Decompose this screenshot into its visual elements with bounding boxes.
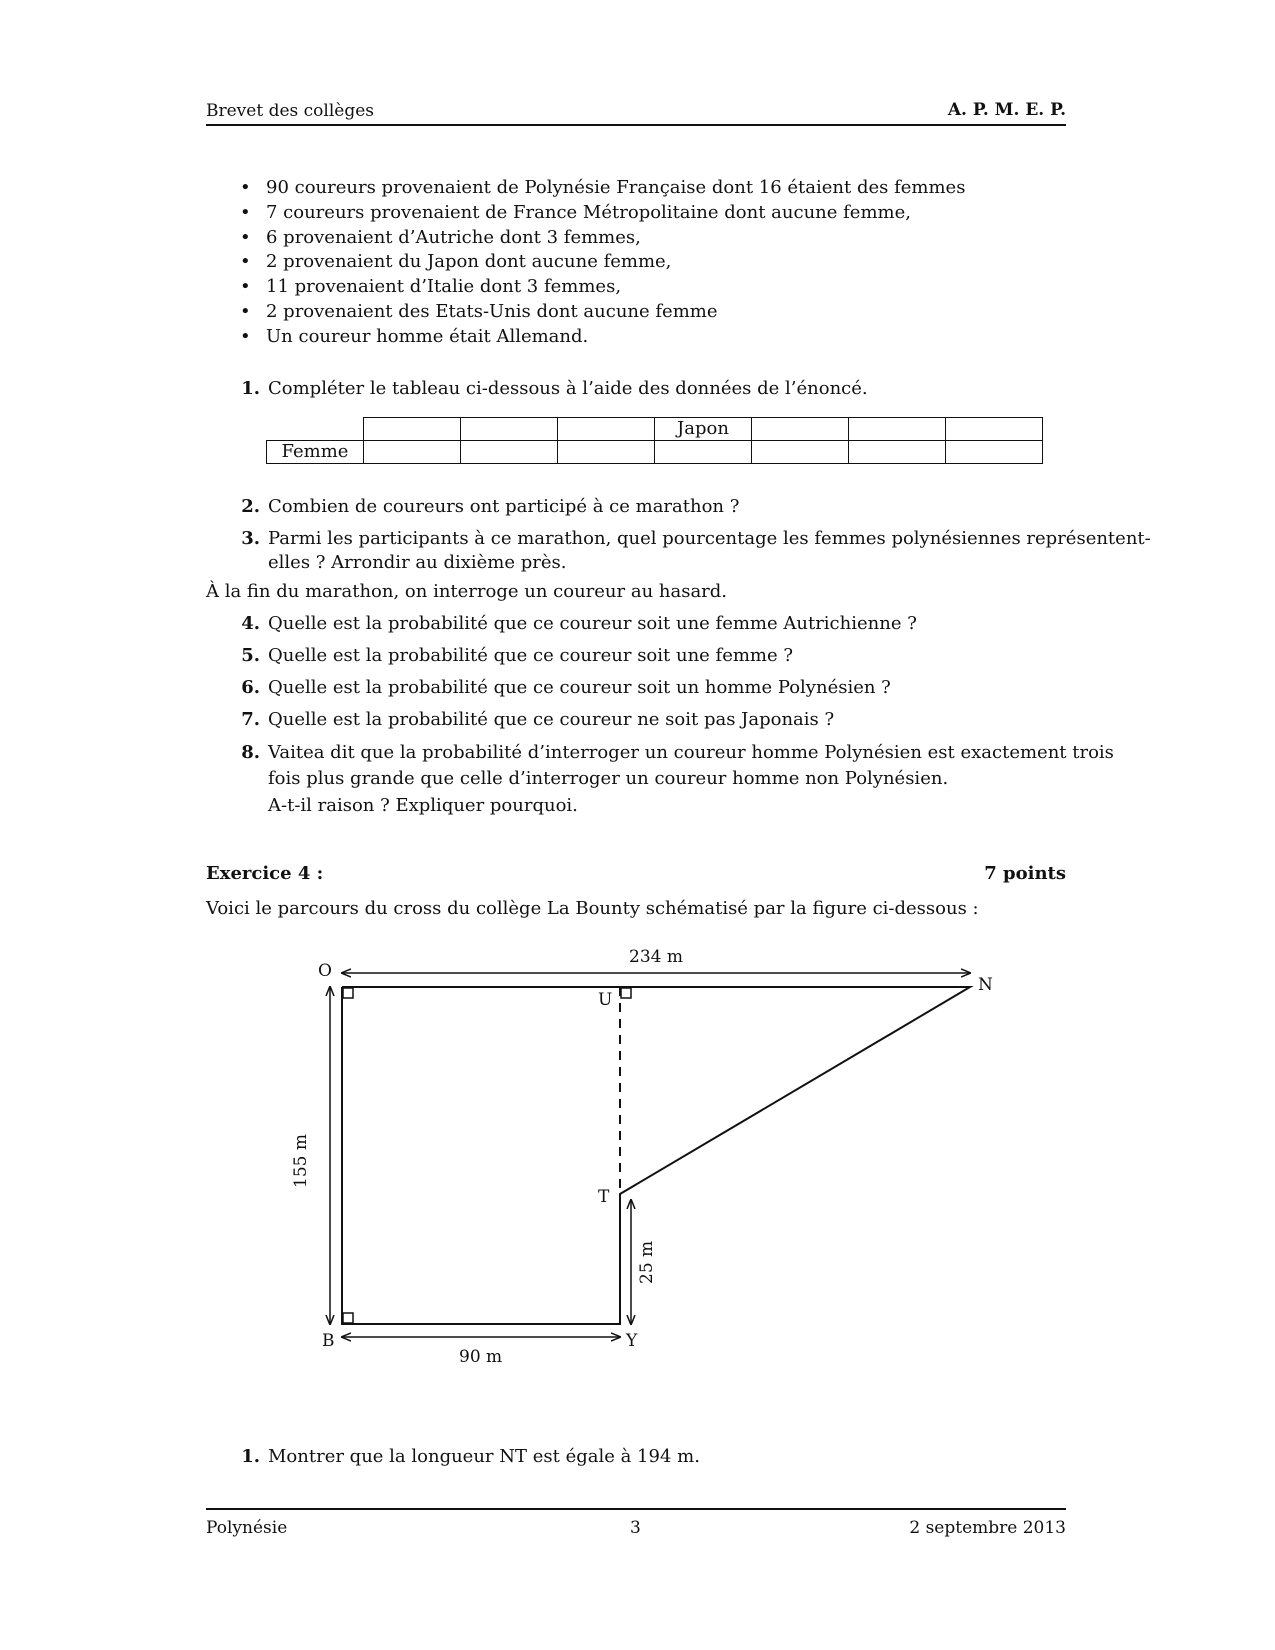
question-number: 5.	[241, 645, 260, 666]
point-label-u: U	[598, 990, 613, 1010]
list-item: • 2 provenaient des Etats-Unis dont aucune femme	[240, 300, 965, 325]
question-text: fois plus grande que celle d’interroger un coureur homme non Polynésien.	[268, 768, 949, 789]
exercise-points: 7 points	[984, 863, 1066, 884]
question-text: Quelle est la probabilité que ce coureur soit un homme Polynésien ?	[268, 677, 891, 698]
question-number: 4.	[241, 613, 260, 634]
question-number: 8.	[241, 742, 260, 763]
question-text: Parmi les participants à ce marathon, quel pourcentage les femmes polynésiennes représentent-	[268, 528, 1151, 549]
point-label-n: N	[978, 975, 993, 995]
footer-rule	[206, 1508, 1066, 1510]
footer-left: Polynésie	[206, 1518, 288, 1538]
question-text: Vaitea dit que la probabilité d’interroger un coureur homme Polynésien est exactement trois	[268, 742, 1114, 763]
intro-paragraph: À la fin du marathon, on interroge un coureur au hasard.	[206, 581, 728, 602]
right-angle-u	[621, 988, 631, 998]
question-number: 7.	[241, 709, 260, 730]
point-label-b: B	[322, 1331, 335, 1351]
question-text: Quelle est la probabilité que ce coureur ne soit pas Japonais ?	[268, 709, 835, 730]
measure-label-ty: 25 m	[637, 1240, 657, 1284]
point-label-y: Y	[626, 1331, 638, 1351]
list-item: • 11 provenaient d’Italie dont 3 femmes,	[240, 275, 965, 300]
question-text: Combien de coureurs ont participé à ce marathon ?	[268, 496, 740, 517]
page-number: 3	[630, 1518, 641, 1538]
measure-label-ob: 155 m	[291, 1134, 311, 1188]
measure-label-by: 90 m	[459, 1347, 503, 1367]
list-item: • 7 coureurs provenaient de France Métropolitaine dont aucune femme,	[240, 201, 965, 226]
footer-date: 2 septembre 2013	[909, 1518, 1066, 1538]
point-label-o: O	[318, 961, 332, 981]
question-text: Montrer que la longueur NT est égale à 194 m.	[268, 1446, 700, 1467]
question-text: Quelle est la probabilité que ce coureur soit une femme Autrichienne ?	[268, 613, 917, 634]
exercise-title: Exercice 4 :	[206, 863, 324, 884]
exercise-intro: Voici le parcours du cross du collège La Bounty schématisé par la figure ci-dessous :	[206, 898, 979, 919]
point-label-t: T	[598, 1187, 610, 1207]
list-item: • 90 coureurs provenaient de Polynésie Française dont 16 étaient des femmes	[240, 176, 965, 201]
question-number: 1.	[241, 378, 260, 399]
list-item: • 6 provenaient d’Autriche dont 3 femmes,	[240, 226, 965, 251]
header-left: Brevet des collèges	[206, 101, 375, 121]
list-item: • 2 provenaient du Japon dont aucune femme,	[240, 250, 965, 275]
list-item: • Un coureur homme était Allemand.	[240, 325, 965, 350]
question-number: 6.	[241, 677, 260, 698]
question-text: elles ? Arrondir au dixième près.	[268, 552, 567, 573]
header-right: A. P. M. E. P.	[947, 100, 1066, 120]
question-number: 3.	[241, 528, 260, 549]
table-header-japon: Japon	[655, 418, 752, 441]
question-number: 1.	[241, 1446, 260, 1467]
question-text: Quelle est la probabilité que ce coureur soit une femme ?	[268, 645, 794, 666]
question-text: Compléter le tableau ci-dessous à l’aide des données de l’énoncé.	[268, 378, 868, 399]
right-angle-b	[343, 1313, 353, 1323]
table-row-label-femme: Femme	[267, 441, 364, 464]
right-angle-o	[343, 988, 353, 998]
question-number: 2.	[241, 496, 260, 517]
question-text: A-t-il raison ? Expliquer pourquoi.	[268, 795, 578, 816]
measure-label-on: 234 m	[629, 947, 683, 967]
